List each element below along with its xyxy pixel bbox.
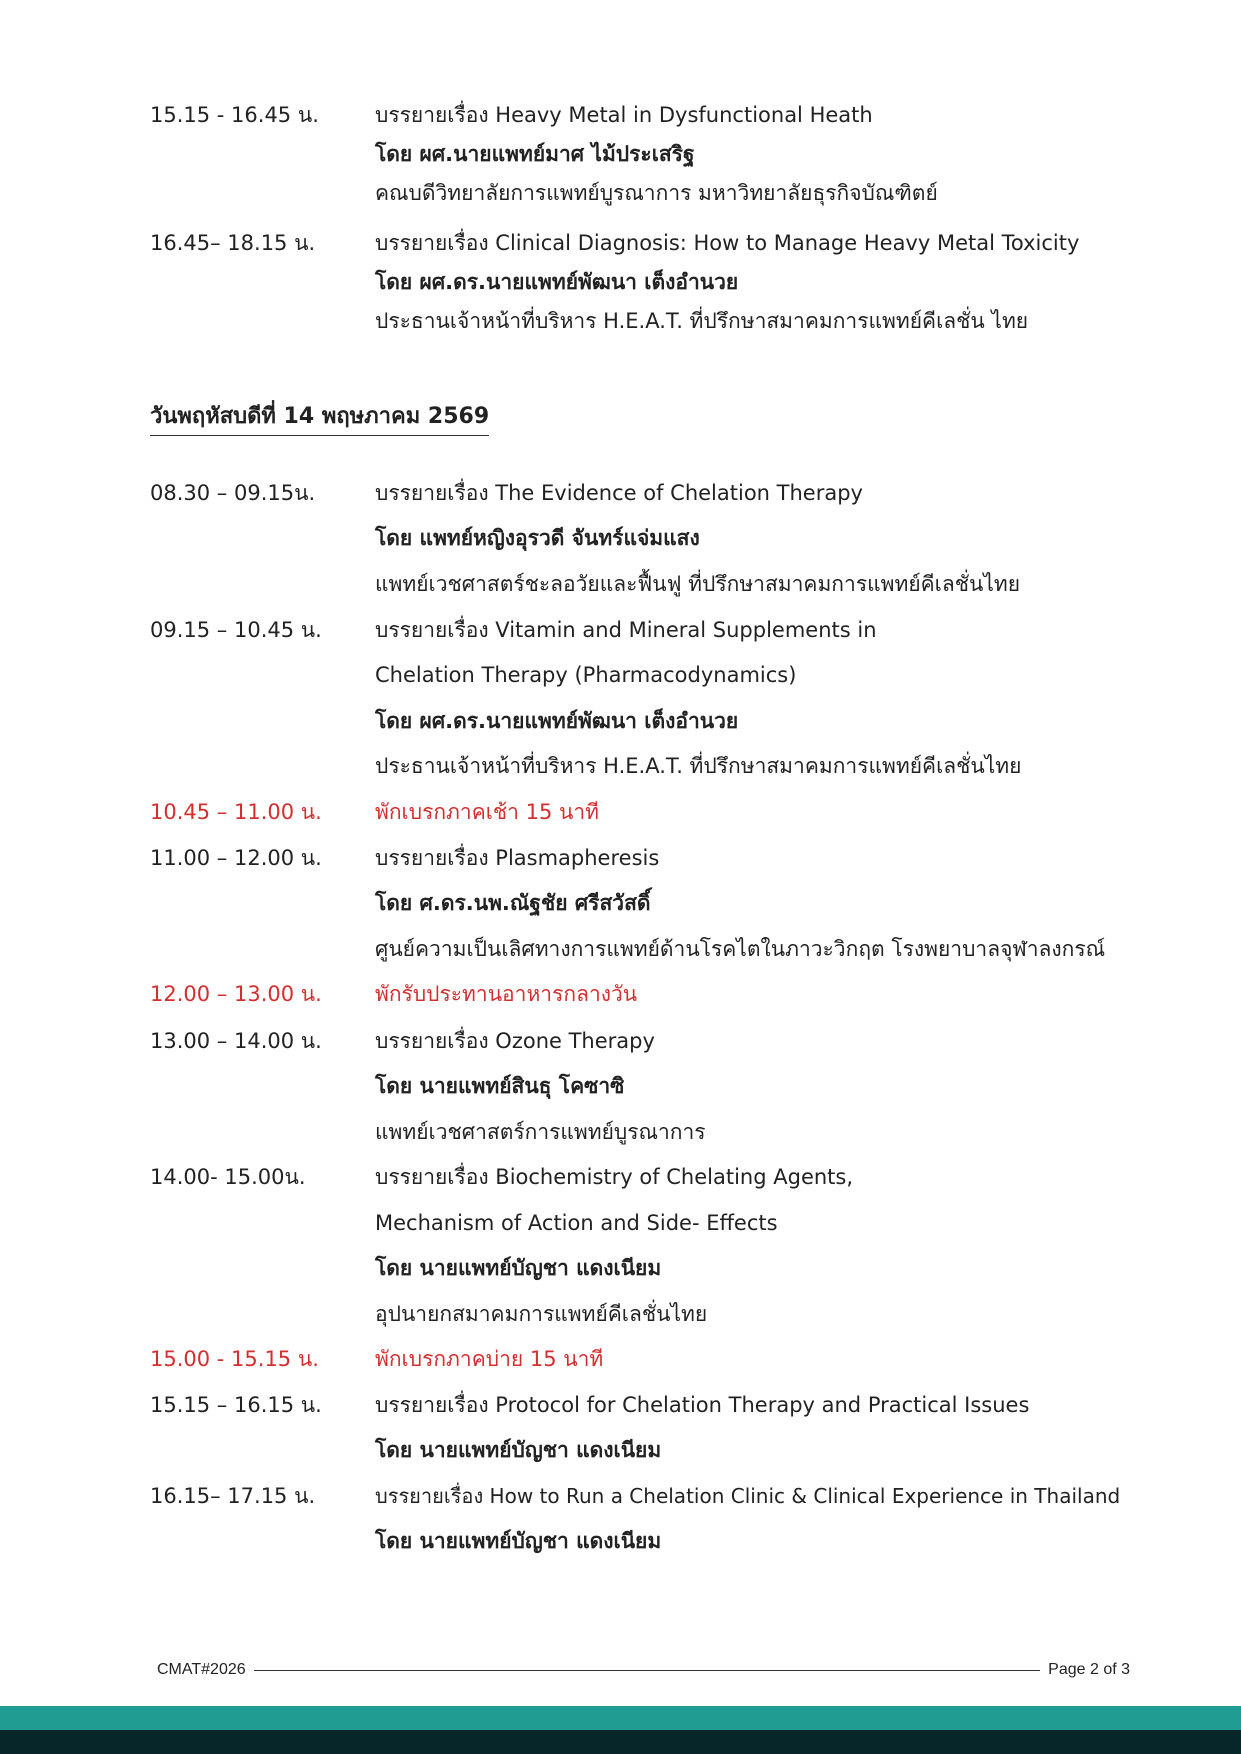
session-topic: บรรยายเรื่อง The Evidence of Chelation Therapy	[375, 481, 863, 505]
schedule-row	[150, 1521, 1150, 1561]
session-speaker: โดย นายแพทย์บัญชา แดงเนียม	[375, 1529, 662, 1553]
session-speaker: โดย แพทย์หญิงอุรวดี จันทร์แจ่มแสง	[375, 526, 700, 550]
session-speaker: โดย ผศ.ดร.นายแพทย์พัฒนา เต็งอำนวย	[375, 709, 739, 733]
session-topic: บรรยายเรื่อง Biochemistry of Chelating Agents,	[375, 1165, 854, 1189]
session-speaker: โดย ผศ.นายแพทย์มาศ ไม้ประเสริฐ	[375, 142, 695, 166]
schedule-row	[150, 301, 1150, 341]
schedule-row	[150, 262, 1150, 302]
schedule-row	[150, 1203, 1150, 1243]
speaker-affiliation: ประธานเจ้าหน้าที่บริหาร H.E.A.T. ที่ปรึกษาสมาคมการแพทย์คีเลชั่นไทย	[375, 754, 1022, 778]
page-footer	[157, 1655, 1130, 1685]
speaker-affiliation: แพทย์เวชศาสตร์ชะลอวัยและฟื้นฟู ที่ปรึกษาสมาคมการแพทย์คีเลชั่นไทย	[375, 572, 1021, 596]
schedule-row	[150, 1112, 1150, 1152]
schedule-row	[150, 134, 1150, 174]
session-time: 13.00 – 14.00 น.	[150, 1029, 322, 1053]
schedule-row	[150, 1430, 1150, 1470]
session-speaker: โดย นายแพทย์บัญชา แดงเนียม	[375, 1438, 662, 1462]
session-time: 08.30 – 09.15น.	[150, 481, 316, 505]
break-time: 15.00 - 15.15 น.	[150, 1347, 319, 1371]
footer-band-teal	[0, 1706, 1241, 1730]
session-topic: บรรยายเรื่อง Ozone Therapy	[375, 1029, 655, 1053]
session-topic: บรรยายเรื่อง Clinical Diagnosis: How to Manage Heavy Metal Toxicity	[375, 231, 1080, 255]
speaker-affiliation: คณบดีวิทยาลัยการแพทย์บูรณาการ มหาวิทยาลัยธุรกิจบัณฑิตย์	[375, 181, 938, 205]
break-row	[150, 792, 1150, 832]
schedule-row	[150, 655, 1150, 695]
session-time: 14.00- 15.00น.	[150, 1165, 306, 1189]
schedule-row	[150, 883, 1150, 923]
schedule-row	[150, 223, 1150, 263]
schedule-row	[150, 1385, 1150, 1425]
speaker-affiliation: อุปนายกสมาคมการแพทย์คีเลชั่นไทย	[375, 1302, 708, 1326]
session-time: 11.00 – 12.00 น.	[150, 846, 322, 870]
schedule-row	[150, 929, 1150, 969]
session-speaker: โดย ผศ.ดร.นายแพทย์พัฒนา เต็งอำนวย	[375, 270, 739, 294]
session-speaker: โดย นายแพทย์บัญชา แดงเนียม	[375, 1256, 662, 1280]
footer-divider	[254, 1670, 1040, 1671]
session-time: 09.15 – 10.45 น.	[150, 618, 322, 642]
schedule-row	[150, 1248, 1150, 1288]
session-topic-continued: Chelation Therapy (Pharmacodynamics)	[375, 663, 797, 687]
session-time: 15.15 – 16.15 น.	[150, 1393, 322, 1417]
session-time: 15.15 - 16.45 น.	[150, 103, 319, 127]
schedule-row	[150, 701, 1150, 741]
schedule-row	[150, 473, 1150, 513]
break-label: พักเบรกภาคเช้า 15 นาที	[375, 800, 600, 824]
schedule-row	[150, 1294, 1150, 1334]
break-row	[150, 1339, 1150, 1379]
session-topic: บรรยายเรื่อง Protocol for Chelation Therapy and Practical Issues	[375, 1393, 1030, 1417]
page-number: Page 2 of 3	[1048, 1661, 1130, 1678]
schedule-row	[150, 1021, 1150, 1061]
break-label: พักเบรกภาคบ่าย 15 นาที	[375, 1347, 604, 1371]
schedule-row	[150, 746, 1150, 786]
schedule-row	[150, 1476, 1150, 1516]
footer-band-dark	[0, 1730, 1241, 1754]
session-time: 16.15– 17.15 น.	[150, 1484, 316, 1508]
session-topic: บรรยายเรื่อง Vitamin and Mineral Supplements in	[375, 618, 877, 642]
schedule-row	[150, 1157, 1150, 1197]
schedule-row	[150, 518, 1150, 558]
schedule-row	[150, 610, 1150, 650]
break-row	[150, 974, 1150, 1014]
schedule-row	[150, 1066, 1150, 1106]
schedule-row	[150, 173, 1150, 213]
speaker-affiliation: ประธานเจ้าหน้าที่บริหาร H.E.A.T. ที่ปรึกษาสมาคมการแพทย์คีเลชั่น ไทย	[375, 309, 1029, 333]
session-topic: บรรยายเรื่อง How to Run a Chelation Clinic & Clinical Experience in Thailand	[375, 1484, 1121, 1508]
speaker-affiliation: ศูนย์ความเป็นเลิศทางการแพทย์ด้านโรคไตในภาวะวิกฤต โรงพยาบาลจุฬาลงกรณ์	[375, 937, 1106, 961]
schedule-row	[150, 95, 1150, 135]
break-label: พักรับประทานอาหารกลางวัน	[375, 982, 638, 1006]
schedule-row	[150, 838, 1150, 878]
speaker-affiliation: แพทย์เวชศาสตร์การแพทย์บูรณาการ	[375, 1120, 706, 1144]
document-code: CMAT#2026	[157, 1661, 246, 1678]
schedule-row	[150, 564, 1150, 604]
break-time: 10.45 – 11.00 น.	[150, 800, 322, 824]
session-speaker: โดย นายแพทย์สินธุ โคซาซิ	[375, 1074, 625, 1098]
session-speaker: โดย ศ.ดร.นพ.ณัฐชัย ศรีสวัสดิ์	[375, 891, 651, 915]
day-heading: วันพฤหัสบดีที่ 14 พฤษภาคม 2569	[150, 397, 489, 436]
session-topic-continued: Mechanism of Action and Side- Effects	[375, 1211, 778, 1235]
break-time: 12.00 – 13.00 น.	[150, 982, 322, 1006]
session-topic: บรรยายเรื่อง Plasmapheresis	[375, 846, 660, 870]
session-topic: บรรยายเรื่อง Heavy Metal in Dysfunctional Heath	[375, 103, 873, 127]
session-time: 16.45– 18.15 น.	[150, 231, 316, 255]
